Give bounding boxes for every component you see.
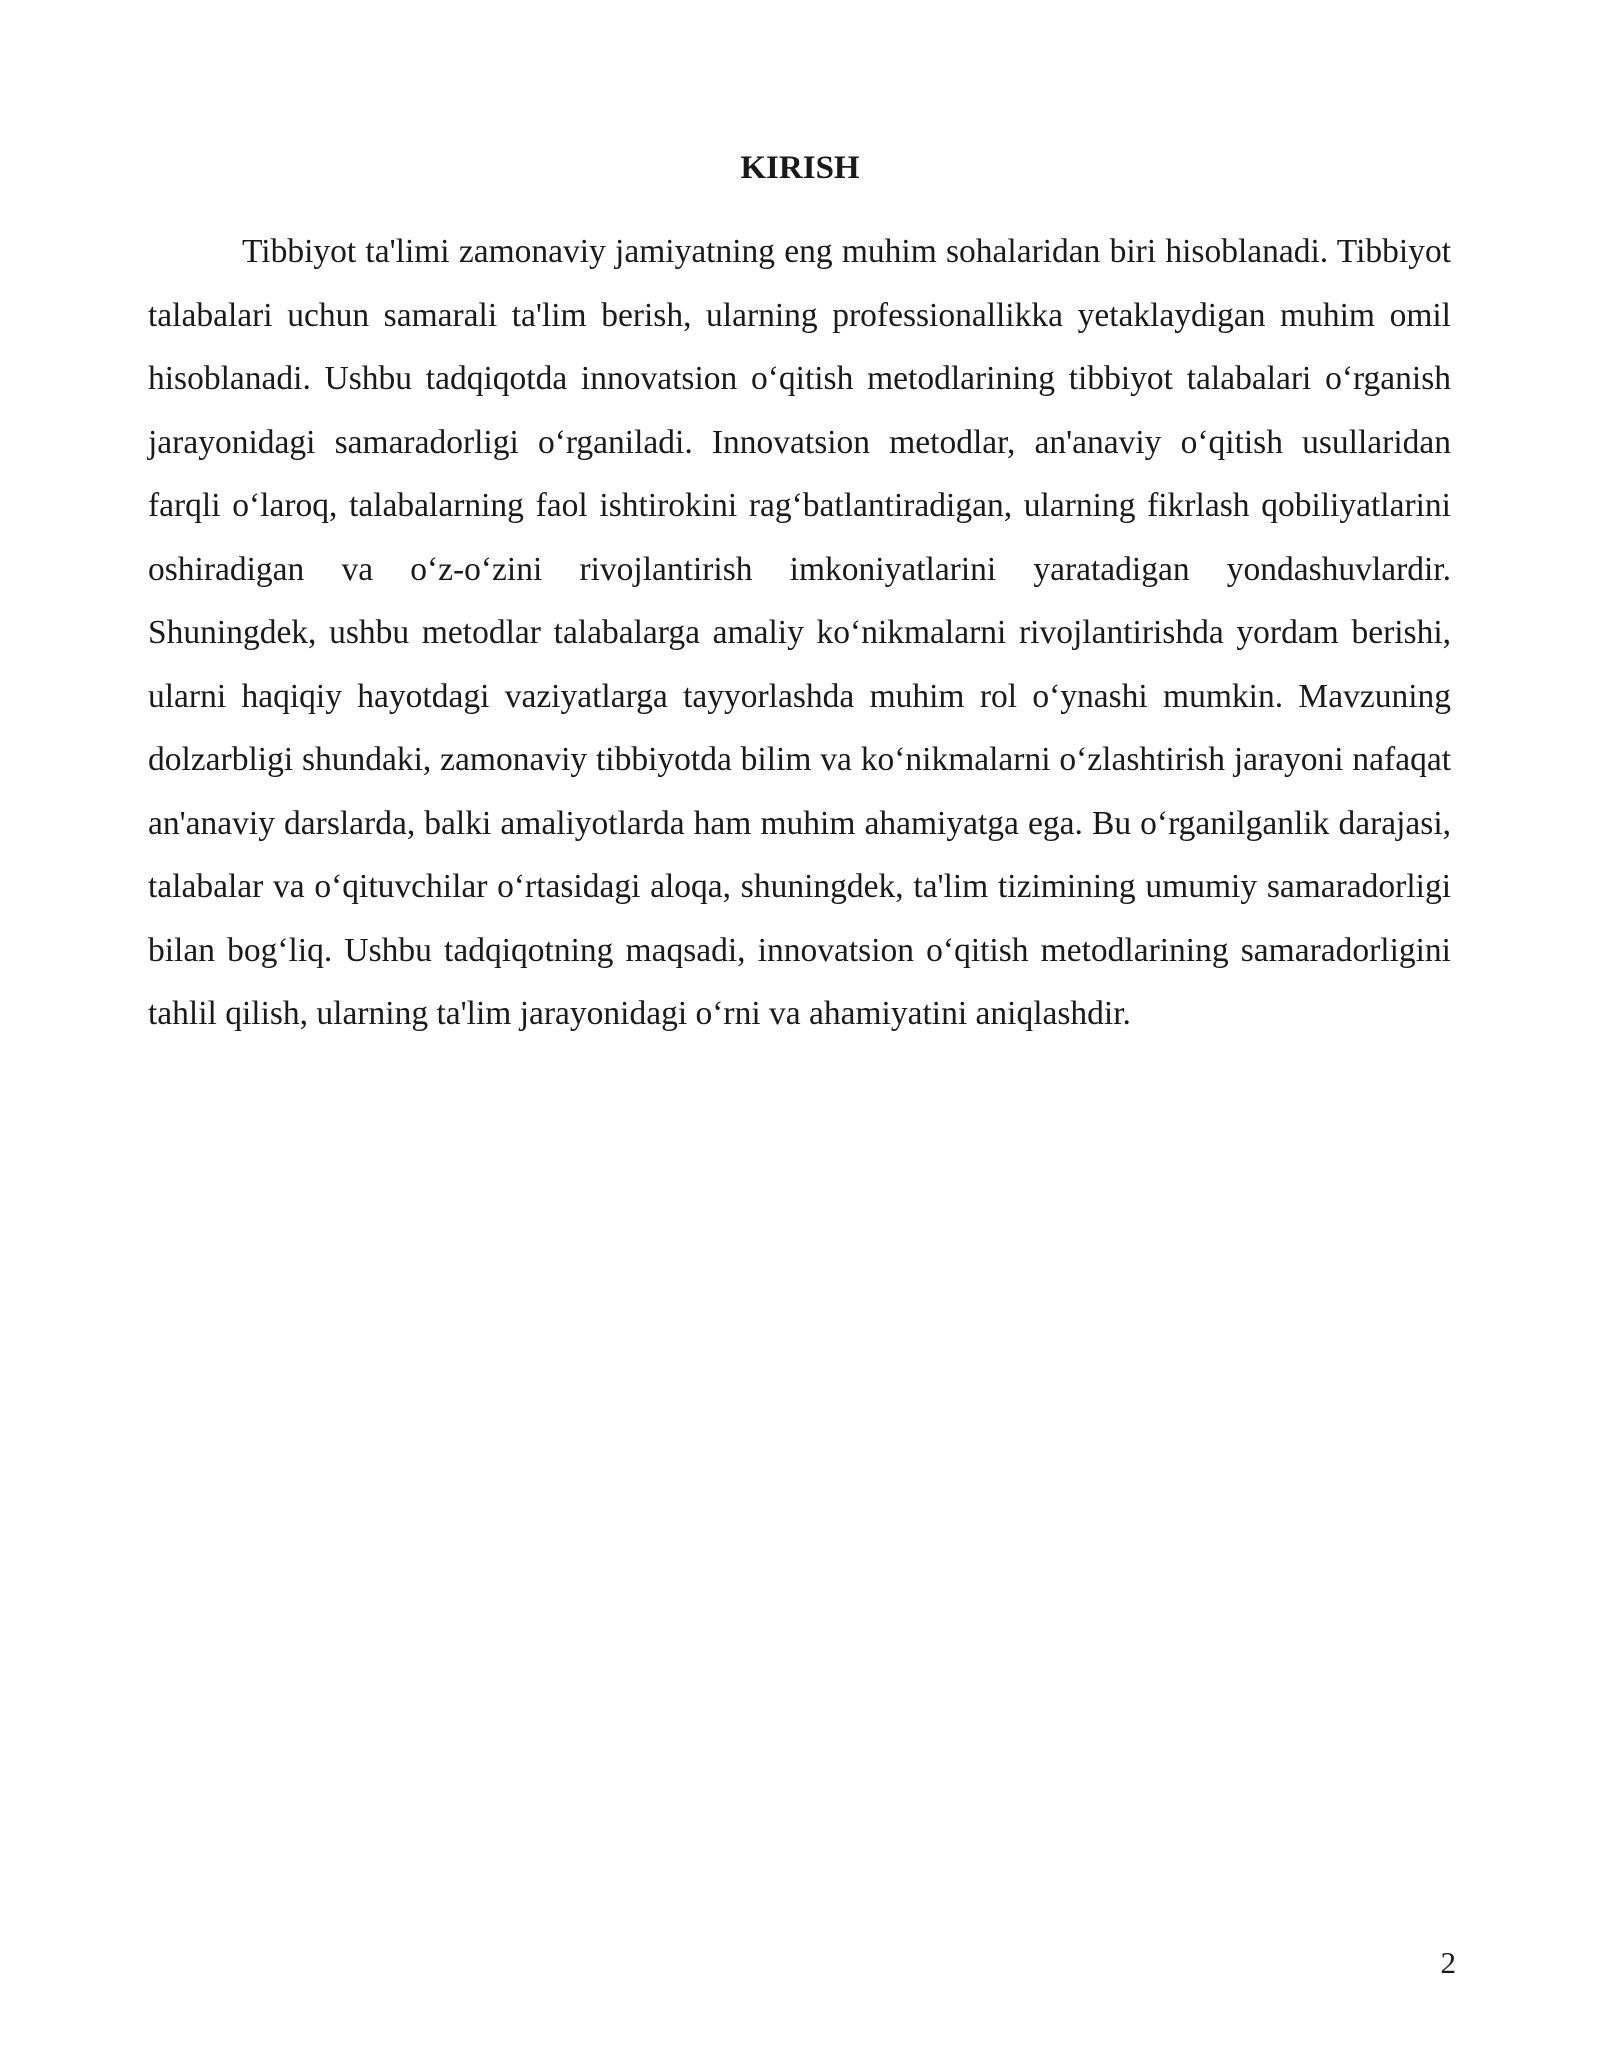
page-title: KIRISH [740,150,860,186]
intro-paragraph: Tibbiyot ta'limi zamonaviy jamiyatning eng muhim sohalaridan biri hisoblanadi. Tibbiyot talabalari uchun samarali ta'lim berish, ularning professionallikka yetaklaydigan muhim omil hisoblanadi. Ushbu tadqiqotda innovatsion o‘qitish metodlarining tibbiyot talabalari o‘rganish jarayonidagi samaradorligi o‘rganiladi. Innovatsion metodlar, an'anaviy o‘qitish usullaridan farqli o‘laroq, talabalarning faol ishtirokini rag‘batlantiradigan, ularning fikrlash qobiliyatlarini oshiradigan va o‘z-o‘zini rivojlantirish imkoniyatlarini yaratadigan yondashuvlardir. Shuningdek, ushbu metodlar talabalarga amaliy ko‘nikmalarni rivojlantirishda yordam berishi, ularni haqiqiy hayotdagi vaziyatlarga tayyorlashda muhim rol o‘ynashi mumkin. Mavzuning dolzarbligi shundaki, zamonaviy tibbiyotda bilim va ko‘nikmalarni o‘zlashtirish jarayoni nafaqat an'anaviy darslarda, balki amaliyotlarda ham muhim ahamiyatga ega. Bu o‘rganilganlik darajasi, talabalar va o‘qituvchilar o‘rtasidagi aloqa, shuningdek, ta'lim tizimining umumiy samaradorligi bilan bog‘liq. Ushbu tadqiqotning maqsadi, innovatsion o‘qitish metodlarining samaradorligini tahlil qilish, ularning ta'lim jarayonidagi o‘rni va ahamiyatini aniqlashdir. [148,233,1451,1032]
page-number: 2 [1440,1945,1456,1980]
